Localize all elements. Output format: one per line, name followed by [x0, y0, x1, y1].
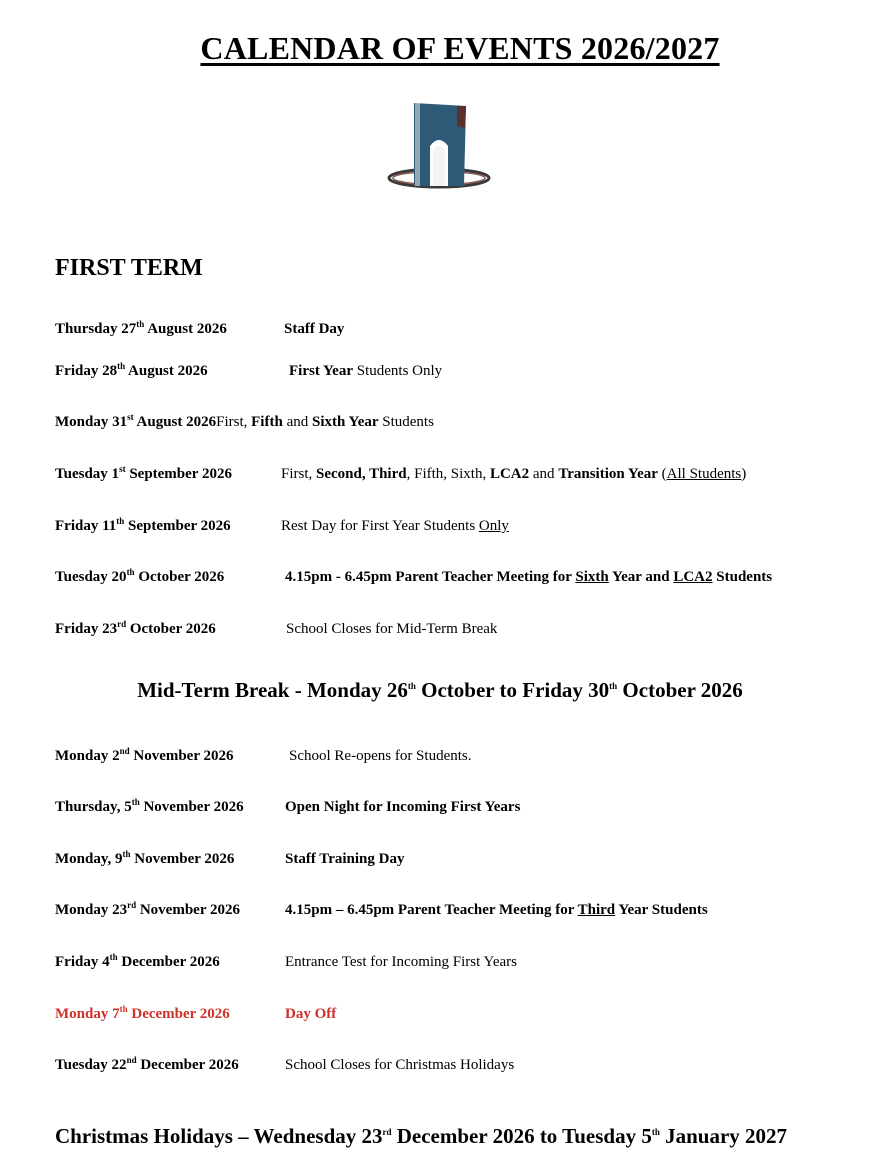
event-description: Staff Day [284, 321, 345, 337]
event-date: Monday 31st August 2026First, Fifth and Sixth Year Students [55, 412, 434, 430]
term-heading: FIRST TERM [55, 255, 203, 281]
event-description: 4.15pm – 6.45pm Parent Teacher Meeting for Third Year Students [285, 902, 708, 918]
event-date: Monday, 9th November 2026 [55, 849, 235, 867]
event-description: School Closes for Christmas Holidays [285, 1057, 515, 1073]
event-description: Staff Training Day [285, 851, 405, 867]
event-description: Rest Day for First Year Students Only [281, 518, 509, 534]
event-date: Monday 2nd November 2026 [55, 746, 234, 764]
event-date: Monday 7th December 2026 [55, 1004, 230, 1022]
event-description: First Year Students Only [289, 363, 443, 379]
event-date: Tuesday 20th October 2026 [55, 567, 225, 585]
event-date: Friday 4th December 2026 [55, 952, 220, 970]
event-description: Open Night for Incoming First Years [285, 799, 521, 815]
event-date: Thursday, 5th November 2026 [55, 797, 244, 815]
event-date: Monday 23rd November 2026 [55, 900, 240, 918]
event-date: Friday 11th September 2026 [55, 516, 231, 534]
midterm-break-heading: Mid-Term Break - Monday 26th October to Friday 30th October 2026 [137, 678, 743, 702]
page-title: CALENDAR OF EVENTS 2026/2027 [200, 30, 720, 66]
christmas-holidays-heading: Christmas Holidays – Wednesday 23rd December 2026 to Tuesday 5th January 2027 [55, 1124, 788, 1148]
school-logo [384, 100, 494, 192]
event-date: Tuesday 1st September 2026 [55, 464, 232, 482]
event-description: 4.15pm - 6.45pm Parent Teacher Meeting for Sixth Year and LCA2 Students [285, 569, 773, 585]
event-date: Friday 28th August 2026 [55, 361, 208, 379]
event-date: Friday 23rd October 2026 [55, 619, 216, 637]
event-description: First, Second, Third, Fifth, Sixth, LCA2 and Transition Year (All Students) [281, 466, 747, 482]
event-description: School Re-opens for Students. [289, 748, 472, 764]
event-description: Entrance Test for Incoming First Years [285, 954, 517, 970]
event-description: School Closes for Mid-Term Break [286, 621, 498, 637]
event-description: Day Off [285, 1006, 337, 1022]
event-date: Thursday 27th August 2026 [55, 319, 227, 337]
event-date: Tuesday 22nd December 2026 [55, 1055, 239, 1073]
